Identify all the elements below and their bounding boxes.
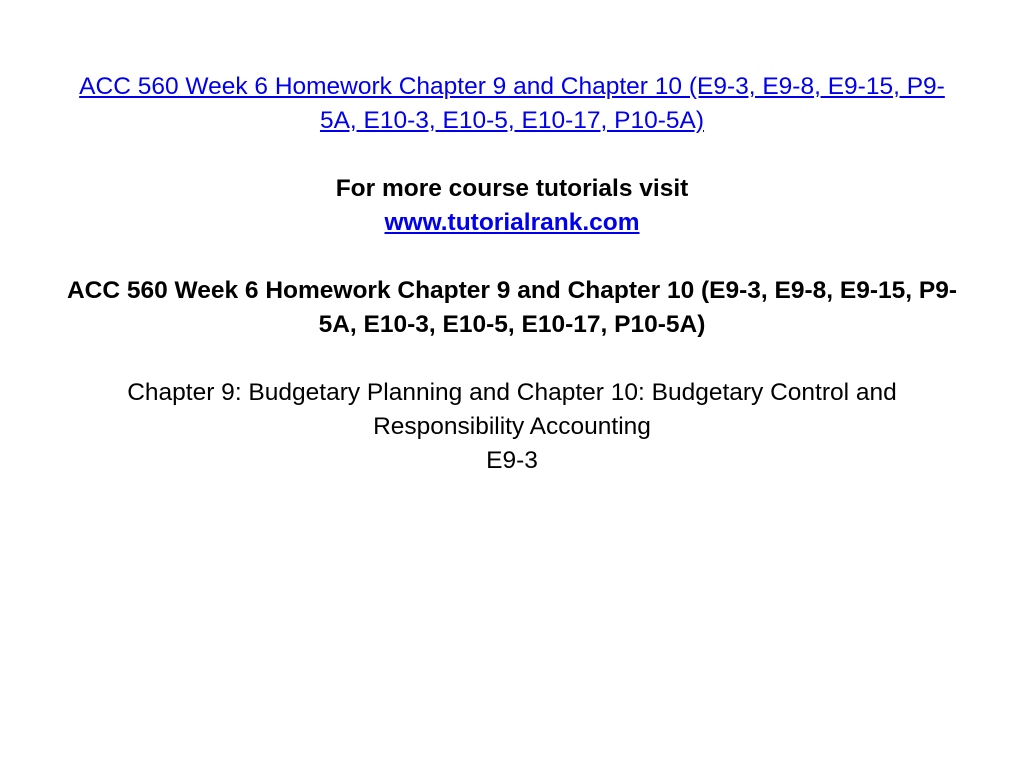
body-line-1: Chapter 9: Budgetary Planning and Chapter 10: Budgetary Control and (127, 379, 897, 406)
spacer (40, 240, 984, 274)
page-heading-line-1: ACC 560 Week 6 Homework Chapter 9 and Chapter 10 (E9-3, E9-8, E9-15, P9- (66, 277, 958, 304)
body-line-3: E9-3 (486, 447, 538, 474)
spacer (40, 342, 984, 376)
page-heading (40, 274, 984, 342)
body-line-2: Responsibility Accounting (373, 413, 651, 440)
body-text (40, 376, 984, 478)
promo-text: For more course tutorials visit (335, 175, 689, 202)
page-heading-line-2: 5A, E10-3, E10-5, E10-17, P10-5A) (318, 311, 706, 338)
title-link-line-1[interactable]: ACC 560 Week 6 Homework Chapter 9 and Chapter 10 (E9-3, E9-8, E9-15, P9- (79, 73, 945, 100)
title-link[interactable] (40, 70, 984, 138)
slide-content (40, 70, 984, 478)
title-link-line-2[interactable]: 5A, E10-3, E10-5, E10-17, P10-5A) (319, 107, 705, 134)
spacer (40, 138, 984, 172)
tutorial-site-link[interactable]: www.tutorialrank.com (384, 209, 640, 236)
